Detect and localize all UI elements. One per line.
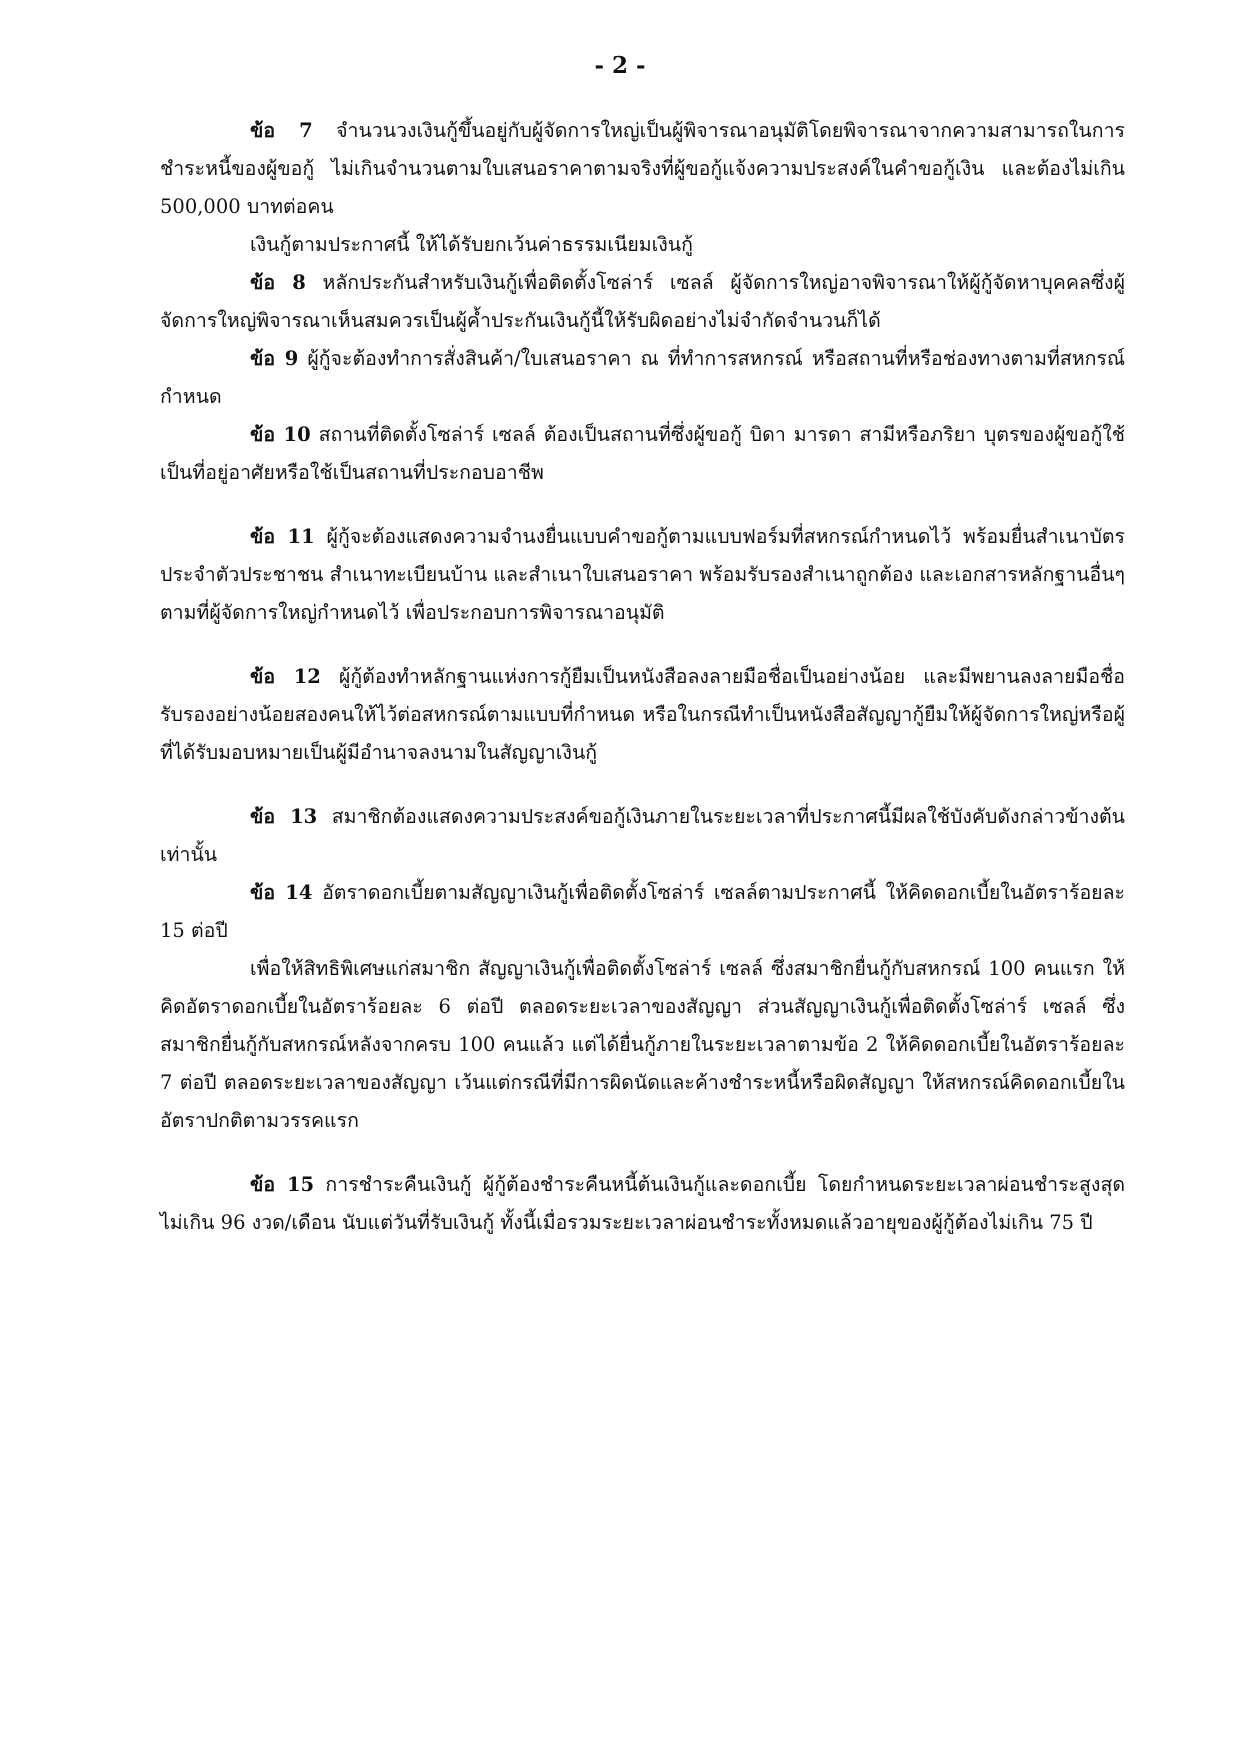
clause-text: เงินกู้ตามประกาศนี้ ให้ได้รับยกเว้นค่าธรรมเนียมเงินกู้	[250, 233, 693, 256]
clause-text: อัตราดอกเบี้ยตามสัญญาเงินกู้เพื่อติดตั้งโซล่าร์ เซลล์ตามประกาศนี้ ให้คิดดอกเบี้ยในอัตราร้อยละ 15 ต่อปี	[160, 881, 1125, 942]
clause-15	[160, 1166, 1125, 1242]
document-body	[160, 112, 1125, 1242]
clause-14	[160, 874, 1125, 950]
clause-label: ข้อ 14	[250, 881, 313, 904]
clause-label: ข้อ 15	[250, 1173, 315, 1196]
clause-text: การชำระคืนเงินกู้ ผู้กู้ต้องชำระคืนหนี้ต้นเงินกู้และดอกเบี้ย โดยกำหนดระยะเวลาผ่อนชำระสูงสุดไม่เกิน 96 งวด/เดือน นับแต่วันที่รับเงินกู้ ทั้งนี้เมื่อรวมระยะเวลาผ่อนชำระทั้งหมดแล้วอายุของผู้กู้ต้องไม่เกิน 75 ปี	[160, 1173, 1126, 1234]
clause-label: ข้อ 11	[250, 525, 315, 548]
clause-text: สถานที่ติดตั้งโซล่าร์ เซลล์ ต้องเป็นสถานที่ซึ่งผู้ขอกู้ บิดา มารดา สามีหรือภริยา บุตรของผู้ขอกู้ใช้เป็นที่อยู่อาศัยหรือใช้เป็นสถานที่ประกอบอาชีพ	[160, 423, 1126, 484]
clause-13	[160, 798, 1125, 874]
clause-7	[160, 112, 1125, 226]
clause-12	[160, 658, 1125, 772]
clause-label: ข้อ 10	[250, 423, 311, 446]
clause-label: ข้อ 12	[250, 665, 321, 688]
clause-11	[160, 518, 1125, 632]
clause-text: จำนวนวงเงินกู้ขึ้นอยู่กับผู้จัดการใหญ่เป็นผู้พิจารณาอนุมัติโดยพิจารณาจากความสามารถในการชำระหนี้ของผู้ขอกู้ ไม่เกินจำนวนตามใบเสนอราคาตามจริงที่ผู้ขอกู้แจ้งความประสงค์ในคำขอกู้เงิน และต้องไม่เกิน 500,000 บาทต่อคน	[160, 119, 1125, 218]
clause-text: ผู้กู้จะต้องทำการสั่งสินค้า/ใบเสนอราคา ณ ที่ทำการสหกรณ์ หรือสถานที่หรือช่องทางตามที่สหกรณ์กำหนด	[160, 347, 1125, 408]
clause-8	[160, 264, 1125, 340]
clause-7-fee-waiver	[160, 226, 1125, 264]
clause-9	[160, 340, 1125, 416]
clause-label: ข้อ 13	[250, 805, 318, 828]
clause-text: ผู้กู้จะต้องแสดงความจำนงยื่นแบบคำขอกู้ตามแบบฟอร์มที่สหกรณ์กำหนดไว้ พร้อมยื่นสำเนาบัตรประจำตัวประชาชน สำเนาทะเบียนบ้าน และสำเนาใบเสนอราคา พร้อมรับรองสำเนาถูกต้อง และเอกสารหลักฐานอื่นๆ ตามที่ผู้จัดการใหญ่กำหนดไว้ เพื่อประกอบการพิจารณาอนุมัติ	[160, 525, 1125, 624]
clause-label: ข้อ 7	[250, 119, 313, 142]
clause-label: ข้อ 9	[250, 347, 299, 370]
clause-text: สมาชิกต้องแสดงความประสงค์ขอกู้เงินภายในระยะเวลาที่ประกาศนี้มีผลใช้บังคับดังกล่าวข้างต้นเท่านั้น	[160, 805, 1125, 866]
clause-text: เพื่อให้สิทธิพิเศษแก่สมาชิก สัญญาเงินกู้เพื่อติดตั้งโซล่าร์ เซลล์ ซึ่งสมาชิกยื่นกู้กับสหกรณ์ 100 คนแรก ให้คิดอัตราดอกเบี้ยในอัตราร้อยละ 6 ต่อปี ตลอดระยะเวลาของสัญญา ส่วนสัญญาเงินกู้เพื่อติดตั้งโซล่าร์ เซลล์ ซึ่งสมาชิกยื่นกู้กับสหกรณ์หลังจากครบ 100 คนแล้ว แต่ได้ยื่นกู้ภายในระยะเวลาตามข้อ 2 ให้คิดดอกเบี้ยในอัตราร้อยละ 7 ต่อปี ตลอดระยะเวลาของสัญญา เว้นแต่กรณีที่มีการผิดนัดและค้างชำระหนี้หรือผิดสัญญา ให้สหกรณ์คิดดอกเบี้ยในอัตราปกติตามวรรคแรก	[160, 957, 1125, 1132]
clause-label: ข้อ 8	[250, 271, 306, 294]
clause-14-privilege	[160, 950, 1125, 1140]
clause-text: หลักประกันสำหรับเงินกู้เพื่อติดตั้งโซล่าร์ เซลล์ ผู้จัดการใหญ่อาจพิจารณาให้ผู้กู้จัดหาบุคคลซึ่งผู้จัดการใหญ่พิจารณาเห็นสมควรเป็นผู้ค้ำประกันเงินกู้นี้ให้รับผิดอย่างไม่จำกัดจำนวนก็ได้	[160, 271, 1125, 332]
clause-10	[160, 416, 1125, 492]
clause-text: ผู้กู้ต้องทำหลักฐานแห่งการกู้ยืมเป็นหนังสือลงลายมือชื่อเป็นอย่างน้อย และมีพยานลงลายมือชื่อรับรองอย่างน้อยสองคนให้ไว้ต่อสหกรณ์ตามแบบที่กำหนด หรือในกรณีทำเป็นหนังสือสัญญากู้ยืมให้ผู้จัดการใหญ่หรือผู้ที่ได้รับมอบหมายเป็นผู้มีอำนาจลงนามในสัญญาเงินกู้	[160, 665, 1125, 764]
page-number: - 2 -	[594, 52, 646, 79]
